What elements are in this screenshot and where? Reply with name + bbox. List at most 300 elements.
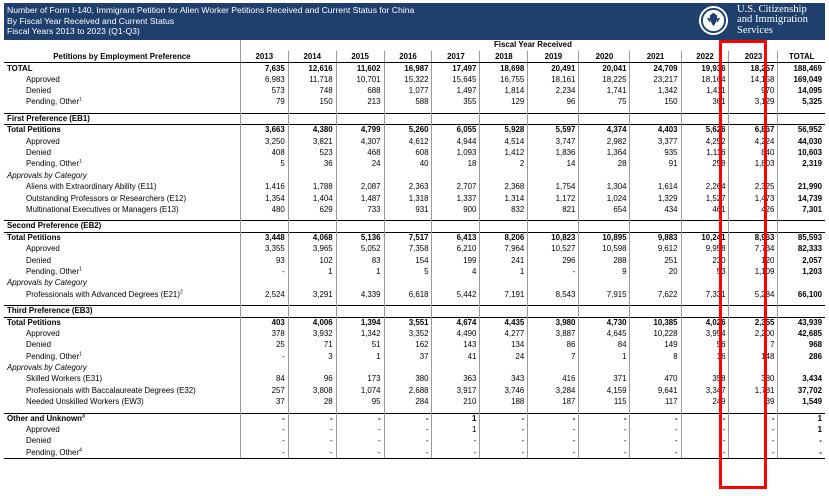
cell-2018: 8,206 [480,232,528,243]
cell-2023: 2,200 [729,328,778,339]
table-row [4,148,825,159]
cell-2022: 3,347 [681,385,729,396]
cell-2014 [288,306,336,317]
cell-2023: 7 [729,340,778,351]
cell-2021: 91 [630,159,681,170]
cell-2020: 10,598 [579,244,630,255]
cell-2014 [288,170,336,181]
cell-2017: 363 [432,374,480,385]
cell-2013 [240,278,288,289]
cell-2013: 2,524 [240,289,288,300]
cell-2023: 840 [729,148,778,159]
cell-2023: 148 [729,351,778,362]
cell-2020: 28 [579,159,630,170]
cell-2019 [528,170,579,181]
cell-total [778,363,825,374]
cell-2013: 480 [240,204,288,215]
row-label: Pending, Other$^1$ [26,266,82,276]
cell-2013: 7,635 [240,63,288,74]
table-row [4,374,825,385]
cell-2020: 371 [579,374,630,385]
cell-2019: 2,234 [528,86,579,97]
cell-2022: 1,411 [681,86,729,97]
cell-total: 3,434 [778,374,825,385]
title-line-2: By Fiscal Year Received and Current Status [7,15,175,26]
cell-2018: 134 [480,340,528,351]
cell-2023: 2,325 [729,182,778,193]
table-row [4,97,825,108]
cell-2019: 7 [528,351,579,362]
cell-2022: 53 [681,266,729,277]
agency-name [737,5,808,36]
cell-2018 [480,113,528,124]
agency-line-3: Services [737,24,773,36]
cell-2019: 187 [528,397,579,408]
cell-2017: 3,917 [432,385,480,396]
cell-2019: - [528,436,579,447]
cell-2022: 1,116 [681,148,729,159]
cell-2020: 1,304 [579,182,630,193]
cell-2013: 79 [240,97,288,108]
cell-2020: 654 [579,204,630,215]
cell-2016: 7,358 [384,244,432,255]
cell-total: 42,685 [778,328,825,339]
table-row [4,159,825,170]
row-label: Pending, Other$^4$ [4,447,240,458]
row-header-label: Petitions by Employment Preference [53,51,191,61]
cell-2017: 1,337 [432,193,480,204]
cell-2016: 3,551 [384,317,432,328]
cell-2015: 1 [336,266,384,277]
row-label: Other and Unknown$^3$ [4,413,240,424]
year-header-2022: 2022 [681,51,729,62]
cell-2020: 4,645 [579,328,630,339]
table-row [4,397,825,408]
cell-2014 [288,221,336,232]
table-row [4,436,825,447]
cell-2016: 3,352 [384,328,432,339]
cell-2015: 1,394 [336,317,384,328]
cell-2019: 10,527 [528,244,579,255]
year-header-2014: 2014 [288,51,336,62]
cell-2021: 10,228 [630,328,681,339]
cell-2013: 25 [240,340,288,351]
cell-2023: 120 [729,255,778,266]
cell-2018: 188 [480,397,528,408]
cell-2018: 4,277 [480,328,528,339]
cell-2013: 37 [240,397,288,408]
cell-2023: - [729,413,778,424]
cell-2016: 1,318 [384,193,432,204]
cell-2016: 284 [384,397,432,408]
table-row [4,86,825,97]
cell-2018: 3,746 [480,385,528,396]
cell-2020: 75 [579,97,630,108]
cell-2021 [630,170,681,181]
cell-2018: - [480,425,528,436]
cell-2023: 426 [729,204,778,215]
cell-2022: 19,936 [681,63,729,74]
cell-2018: 1 [480,266,528,277]
cell-2017: 1 [432,413,480,424]
cell-2014: - [288,425,336,436]
cell-2017: 1 [432,425,480,436]
cell-2021: 1,329 [630,193,681,204]
cell-2013: 3,663 [240,125,288,136]
row-label: Approvals by Category [7,363,87,373]
cell-2022: - [681,425,729,436]
cell-2013: 5 [240,159,288,170]
cell-2022: 56 [681,340,729,351]
cell-total: 1 [778,425,825,436]
cell-2016: 1,077 [384,86,432,97]
cell-total [778,278,825,289]
table-row [4,266,825,277]
cell-2014: 1,788 [288,182,336,193]
cell-2019 [528,221,579,232]
cell-total: 37,702 [778,385,825,396]
cell-2020: 2,982 [579,136,630,147]
cell-2021: 149 [630,340,681,351]
cell-2023 [729,278,778,289]
year-header-2020: 2020 [579,51,630,62]
cell-2013: 408 [240,148,288,159]
cell-2020: - [579,436,630,447]
cell-2016: 6,618 [384,289,432,300]
cell-2014: 1 [288,266,336,277]
cell-2017: - [432,447,480,458]
title-line-1: Number of Form I-140, Immigrant Petition for Alien Worker Petitions Received and Current Status for China [7,5,415,15]
cell-2017: 4 [432,266,480,277]
cell-2016 [384,221,432,232]
cell-2014: 28 [288,397,336,408]
cell-2013 [240,221,288,232]
row-label: Denied [26,340,52,350]
cell-2020: 115 [579,397,630,408]
cell-2016: 380 [384,374,432,385]
row-label: Professionals with Advanced Degrees $(E21)^2$ [26,289,183,299]
cell-total: 10,603 [778,148,825,159]
cell-2014: - [288,413,336,424]
cell-2015: 688 [336,86,384,97]
year-header-2015: 2015 [336,51,384,62]
row-label: Outstanding Professors or Researchers (E12) [26,193,187,203]
cell-2020: 4,374 [579,125,630,136]
cell-2014 [288,113,336,124]
cell-2013: 3,250 [240,136,288,147]
cell-2021: 1,614 [630,182,681,193]
cell-2018: 18,698 [480,63,528,74]
cell-2021 [630,278,681,289]
cell-2017: 4,944 [432,136,480,147]
cell-2019: 3,980 [528,317,579,328]
year-header-2013: 2013 [240,51,288,62]
table-row [4,170,825,181]
year-header-2023: 2023 [729,51,778,62]
cell-2022: 358 [681,374,729,385]
row-label: Second Preference (EB2) [4,221,240,232]
year-header-2016: 2016 [384,51,432,62]
cell-2020: - [579,425,630,436]
cell-2016: - [384,413,432,424]
cell-2014: 12,616 [288,63,336,74]
table-row [4,255,825,266]
cell-2015: 10,701 [336,74,384,85]
cell-2023: 5,284 [729,289,778,300]
cell-2016: 15,322 [384,74,432,85]
cell-2022: 5,626 [681,125,729,136]
title-line-3: Fiscal Years 2013 to 2023 (Q1-Q3) [7,26,140,37]
cell-2016 [384,113,432,124]
cell-2013: 1,416 [240,182,288,193]
cell-2017: 6,210 [432,244,480,255]
cell-2020 [579,278,630,289]
table-row [4,289,825,300]
cell-2014: 3 [288,351,336,362]
cell-2021: 9,883 [630,232,681,243]
cell-total: 968 [778,340,825,351]
cell-total [778,170,825,181]
cell-2020: 9 [579,266,630,277]
cell-2014: 96 [288,374,336,385]
cell-2013: 84 [240,374,288,385]
table-row [4,340,825,351]
cell-2015: - [336,447,384,458]
cell-2020 [579,306,630,317]
cell-2015: 4,799 [336,125,384,136]
cell-2021: 935 [630,148,681,159]
cell-2022: 7,331 [681,289,729,300]
cell-2019: - [528,447,579,458]
table-row [4,221,825,232]
cell-2017: 900 [432,204,480,215]
cell-2021: 4,403 [630,125,681,136]
cell-2015: 5,136 [336,232,384,243]
cell-2016: 7,517 [384,232,432,243]
cell-2016: 2,363 [384,182,432,193]
cell-2019: 1,754 [528,182,579,193]
cell-2013: - [240,413,288,424]
footnote-marker: 3 [81,413,85,420]
cell-2015: 11,602 [336,63,384,74]
cell-2023: - [729,436,778,447]
cell-2018: - [480,436,528,447]
cell-2019: 8,543 [528,289,579,300]
cell-2022 [681,363,729,374]
cell-2017: 4,674 [432,317,480,328]
cell-2016: 5,260 [384,125,432,136]
table-row [4,447,825,458]
cell-2021: - [630,425,681,436]
agency-line-1: U.S. Citizenship [737,4,807,15]
cell-2020: 288 [579,255,630,266]
cell-2020: 10,895 [579,232,630,243]
footnote-marker: 1 [79,351,82,358]
cell-2022: 4,026 [681,317,729,328]
cell-2022: 249 [681,397,729,408]
cell-2023: 380 [729,374,778,385]
cell-2020: - [579,413,630,424]
cell-2022: 16 [681,351,729,362]
cell-2016 [384,306,432,317]
cell-2020: 4,159 [579,385,630,396]
cell-2018: 16,755 [480,74,528,85]
cell-total [778,113,825,124]
cell-2018: 4,514 [480,136,528,147]
cell-2018: 1,314 [480,193,528,204]
cell-2023: 970 [729,86,778,97]
cell-2017: 4,490 [432,328,480,339]
cell-total: 169,049 [778,74,825,85]
cell-2023: 14,158 [729,74,778,85]
cell-2021: 251 [630,255,681,266]
year-header-2021: 2021 [630,51,681,62]
row-label: Pending, Other$^1$ [26,351,82,361]
cell-2013 [240,170,288,181]
cell-2022: 9,958 [681,244,729,255]
cell-2020: 1,364 [579,148,630,159]
cell-2019 [528,363,579,374]
year-header-2018: 2018 [480,51,528,62]
cell-2021: - [630,436,681,447]
table-row [4,125,825,136]
row-label: TOTAL [4,63,240,74]
cell-2015: 4,307 [336,136,384,147]
cell-2016: 2,688 [384,385,432,396]
cell-2021 [630,363,681,374]
cell-2019: - [528,425,579,436]
cell-2019: 86 [528,340,579,351]
cell-2022 [681,278,729,289]
cell-2022 [681,170,729,181]
cell-2015: 95 [336,397,384,408]
cell-2015: 2,087 [336,182,384,193]
cell-total: 44,030 [778,136,825,147]
cell-2018: 2,368 [480,182,528,193]
cell-2013: 3,355 [240,244,288,255]
cell-2020 [579,221,630,232]
cell-2015: - [336,436,384,447]
cell-2020 [579,170,630,181]
cell-2014: 36 [288,159,336,170]
cell-2019: 416 [528,374,579,385]
cell-2015: 5,052 [336,244,384,255]
cell-2020 [579,113,630,124]
cell-2015: 51 [336,340,384,351]
cell-2017: 143 [432,340,480,351]
cell-2023: 1,473 [729,193,778,204]
cell-2014: 4,006 [288,317,336,328]
cell-2019: 96 [528,97,579,108]
cell-2014: 3,965 [288,244,336,255]
cell-2013: 3,448 [240,232,288,243]
cell-total: 14,095 [778,86,825,97]
cell-2023 [729,363,778,374]
cell-2021 [630,221,681,232]
cell-2020 [579,363,630,374]
cell-2014: 150 [288,97,336,108]
cell-2013: 1,354 [240,193,288,204]
cell-2019: 3,284 [528,385,579,396]
cell-2023 [729,306,778,317]
cell-2013 [240,113,288,124]
cell-total: 21,990 [778,182,825,193]
table-row [4,136,825,147]
cell-2015: 1,487 [336,193,384,204]
cell-2018: - [480,413,528,424]
cell-2014: - [288,447,336,458]
cell-2023: 1,803 [729,159,778,170]
cell-2016: - [384,436,432,447]
cell-2018: 832 [480,204,528,215]
cell-2017: 41 [432,351,480,362]
cell-2019: - [528,413,579,424]
cell-2013: 573 [240,86,288,97]
cell-2016: 588 [384,97,432,108]
footnote-marker: 2 [179,289,183,296]
cell-total: 82,333 [778,244,825,255]
cell-2023: 7,734 [729,244,778,255]
row-label: Approvals by Category [7,170,87,180]
cell-2017 [432,278,480,289]
cell-2016: 5 [384,266,432,277]
table-row [4,425,825,436]
dhs-seal-icon [698,5,729,36]
cell-2023 [729,170,778,181]
cell-2021: 3,377 [630,136,681,147]
cell-2016: 40 [384,159,432,170]
table-row [4,113,825,124]
cell-2013: - [240,351,288,362]
cell-2022: - [681,413,729,424]
cell-2019: 20,491 [528,63,579,74]
cell-2015: 1 [336,351,384,362]
cell-2021 [630,113,681,124]
cell-2017 [432,306,480,317]
cell-2018 [480,363,528,374]
cell-2017: 1,093 [432,148,480,159]
cell-2021: 9,612 [630,244,681,255]
cell-2023 [729,113,778,124]
row-label: Total Petitions [4,125,240,136]
table-row [4,193,825,204]
cell-2013: - [240,447,288,458]
row-label: Denied [26,255,52,265]
cell-2014: 3,821 [288,136,336,147]
petitions-table [4,40,825,459]
cell-2020: 1,741 [579,86,630,97]
cell-2022: 230 [681,255,729,266]
cell-2018: 1,412 [480,148,528,159]
cell-total: 43,939 [778,317,825,328]
year-header-2019: 2019 [528,51,579,62]
table-row [4,244,825,255]
cell-2014 [288,278,336,289]
cell-2015 [336,221,384,232]
cell-total: 1 [778,413,825,424]
cell-2018: 129 [480,97,528,108]
cell-2023: 4,224 [729,136,778,147]
cell-2018: 241 [480,255,528,266]
cell-2014: 3,932 [288,328,336,339]
cell-total [778,306,825,317]
row-label: Skilled Workers (E31) [26,374,103,384]
row-label: Approved [26,136,60,146]
cell-2015: 1,074 [336,385,384,396]
cell-2021: 7,622 [630,289,681,300]
cell-2017: 15,645 [432,74,480,85]
row-label: Approved [26,328,60,338]
